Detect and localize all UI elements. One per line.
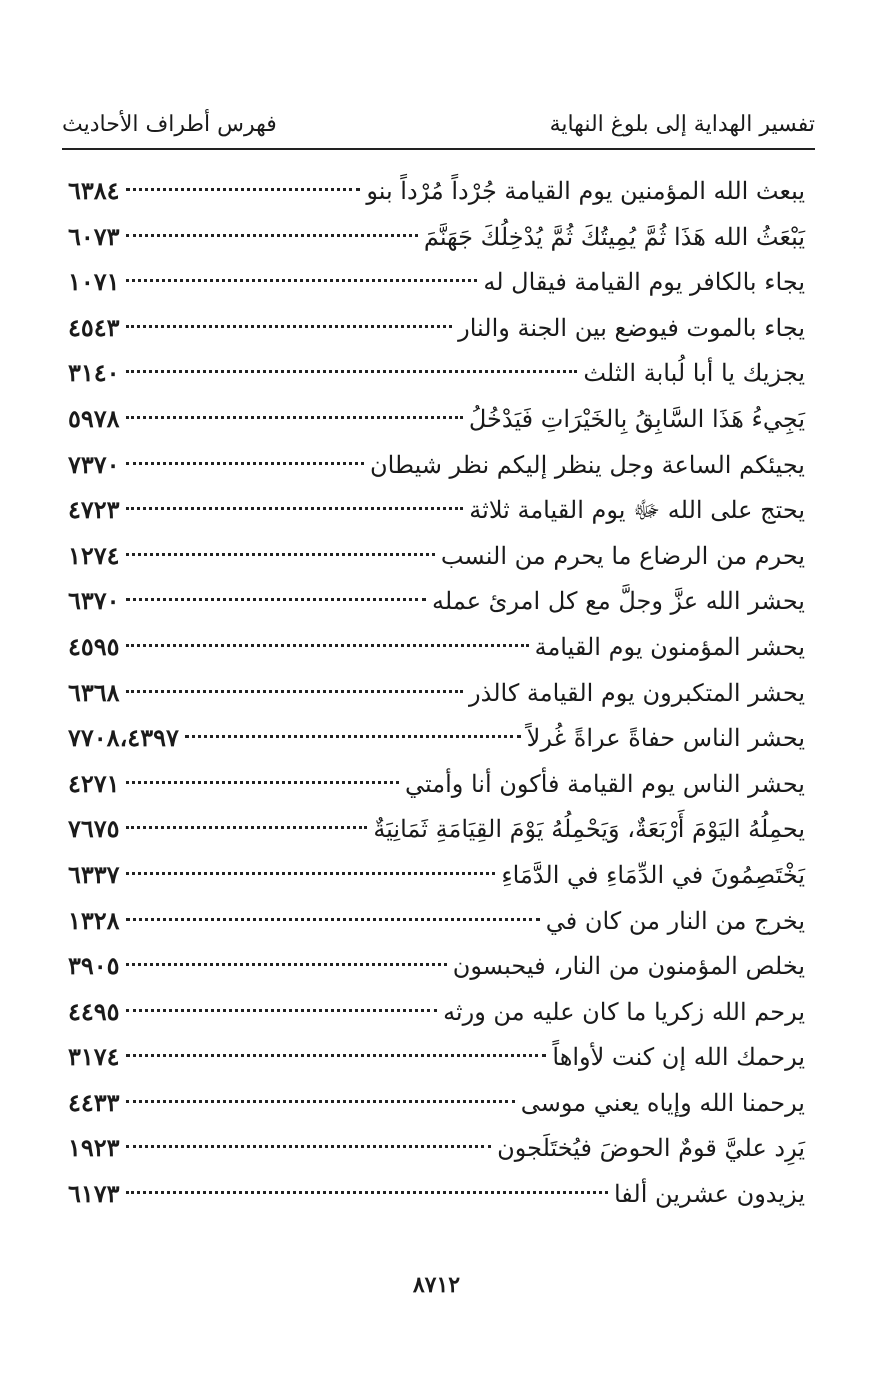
dot-leader [126,963,447,966]
index-entry [68,1125,805,1171]
entry-text: يحمِلُهُ اليَوْمَ أَرْبَعَةٌ، وَيَحْمِلُهُ يَوْمَ القِيَامَةِ ثَمَانِيَةٌ [373,815,805,844]
dot-leader [126,370,578,373]
entry-text: يحرم من الرضاع ما يحرم من النسب [440,541,805,570]
index-entry [68,396,805,442]
entry-text: يرحمنا الله وإياه يعني موسى [520,1088,805,1117]
entry-page: ٣١٧٤ [68,1042,120,1072]
entry-page: ١٩٢٣ [68,1133,120,1163]
index-title: فهرس أطراف الأحاديث [62,112,277,137]
entry-page: ٧٦٧٥ [68,814,120,844]
dot-leader [126,826,368,829]
entry-text: يخرج من النار من كان في [545,906,805,935]
dot-leader [126,690,463,693]
dot-leader [126,1145,492,1148]
dot-leader [126,872,496,875]
index-entry [68,806,805,852]
index-entry [68,943,805,989]
dot-leader [126,188,361,191]
entry-page: ٤٤٣٣ [68,1087,120,1117]
dot-leader [126,553,435,556]
entry-text: يحشر المؤمنون يوم القيامة [534,632,805,661]
entry-page: ٣٩٠٥ [68,951,120,981]
entry-page: ١٠٧١ [68,267,120,297]
entry-text: يَجِيءُ هَذَا السَّابِقُ بِالخَيْرَاتِ فَيَدْخُلُ [468,404,805,433]
entry-text: يبعث الله المؤمنين يوم القيامة جُرْداً مُرْداً بنو [366,177,805,205]
entry-text: يَبْعَثُ الله هَذَا ثُمَّ يُمِيتُكَ ثُمَّ يُدْخِلُكَ جَهَنَّمَ [423,222,805,251]
index-entry [68,214,805,260]
entry-text: يرحمك الله إن كنت لأواهاً [552,1043,805,1072]
index-entry [68,305,805,351]
dot-leader [126,1054,547,1057]
entry-page: ٤٢٧١ [68,768,120,798]
index-entry [68,715,805,761]
entry-page: ٧٣٧٠ [68,449,120,479]
page-number: ٨٧١٢ [412,1272,461,1298]
hadith-index-list [68,168,805,1217]
entry-text: يحشر الناس يوم القيامة فأكون أنا وأمتي [404,769,805,798]
entry-text: يحشر المتكبرون يوم القيامة كالذر [469,678,805,707]
entry-text: يحتج على الله ﷻ يوم القيامة ثلاثة [469,496,805,525]
entry-page: ٦٣٣٧ [68,859,120,889]
entry-text: يزيدون عشرين ألفا [613,1180,805,1209]
book-title: تفسير الهداية إلى بلوغ النهاية [549,112,815,137]
entry-text: يجاء بالكافر يوم القيامة فيقال له [483,268,805,297]
entry-text: يرحم الله زكريا ما كان عليه من ورثه [443,997,805,1026]
entry-page: ٣١٤٠ [68,358,120,388]
entry-page: ٤٧٢٣ [68,495,120,525]
entry-text: يجاء بالموت فيوضع بين الجنة والنار [458,313,805,342]
dot-leader [126,325,453,328]
index-entry [68,168,805,214]
dot-leader [126,234,418,237]
index-entry [68,1080,805,1126]
dot-leader [185,735,521,738]
index-entry [68,259,805,305]
running-header [62,108,815,144]
entry-text: يَرِد عليَّ قومٌ الحوضَ فيُختَلَجون [497,1134,805,1163]
entry-text: يخلص المؤمنون من النار، فيحبسون [452,952,805,981]
dot-leader [126,1009,438,1012]
entry-page: ٤٤٩٥ [68,996,120,1026]
index-entry [68,1171,805,1217]
entry-text: يحشر الله عزَّ وجلَّ مع كل امرئ عمله [432,587,805,616]
dot-leader [126,644,529,647]
index-entry [68,533,805,579]
entry-text: يحشر الناس حفاةً عراةً غُرلاً [526,724,805,753]
dot-leader [126,279,478,282]
entry-page: ٥٩٧٨ [68,403,120,433]
index-entry [68,989,805,1035]
entry-page: ٦٠٧٣ [68,221,120,251]
dot-leader [126,462,364,465]
index-entry [68,624,805,670]
entry-text: يَخْتَصِمُونَ في الدِّمَاءِ في الدَّمَاءِ [501,860,805,889]
entry-page: ١٢٧٤ [68,540,120,570]
dot-leader [126,781,399,784]
dot-leader [126,1100,515,1103]
index-entry [68,761,805,807]
entry-page: ١٣٢٨ [68,905,120,935]
entry-page: ٦٣٧٠ [68,586,120,616]
entry-page: ٦٣٦٨ [68,677,120,707]
dot-leader [126,598,426,601]
index-entry [68,578,805,624]
index-entry [68,670,805,716]
index-entry [68,852,805,898]
index-entry [68,350,805,396]
entry-page: ٤٥٩٥ [68,631,120,661]
dot-leader [126,918,540,921]
entry-page: ٦٣٨٤ [68,176,120,205]
entry-text: يجزيك يا أبا لُبابة الثلث [583,359,805,388]
dot-leader [126,507,464,510]
entry-page: ٧٧٠٨،٤٣٩٧ [68,723,179,753]
entry-page: ٤٥٤٣ [68,312,120,342]
header-rule [62,148,815,150]
entry-text: يجيئكم الساعة وجل ينظر إليكم نظر شيطان [369,450,805,479]
entry-page: ٦١٧٣ [68,1179,120,1209]
dot-leader [126,416,463,419]
index-entry [68,898,805,944]
index-entry [68,1034,805,1080]
index-entry [68,442,805,488]
index-entry [68,487,805,533]
dot-leader [126,1191,608,1194]
